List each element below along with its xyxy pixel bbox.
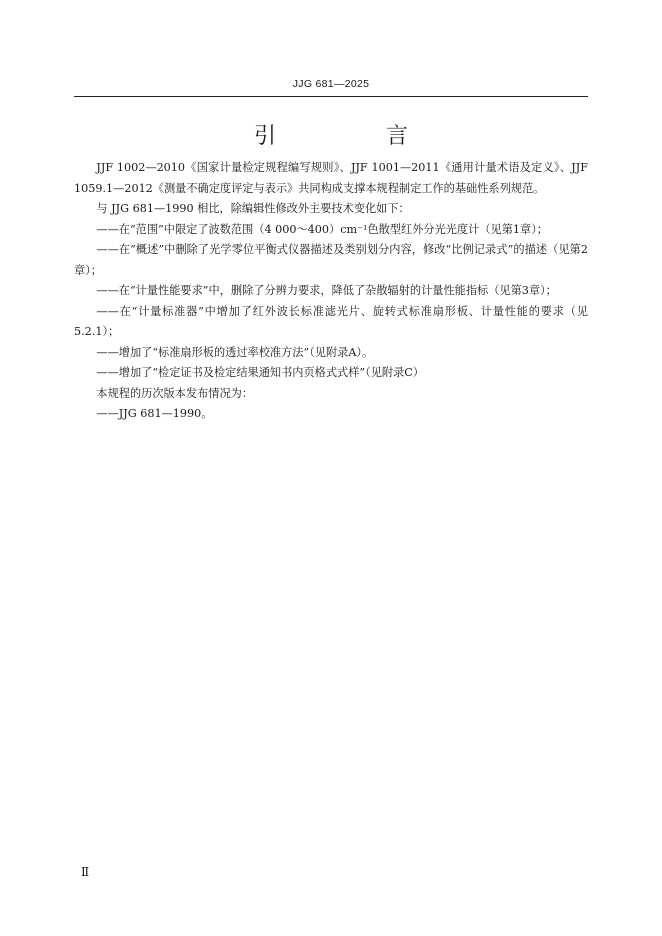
paragraph-changes-intro: 与 JJG 681—1990 相比，除编辑性修改外主要技术变化如下：	[96, 202, 410, 215]
paragraph-history-item: ——JJG 681—1990。	[96, 407, 213, 420]
paragraph-normative-references: JJF 1002—2010《国家计量检定规程编写规则》、JJF 1001—2011《通用计量术语及定义》、JJF 1059.1—2012《测量不确定度评定与表示》共同构成支撑本规程制定工作的基础性系列规范。	[74, 161, 588, 195]
paragraph-change-overview: ——在“概述”中删除了光学零位平衡式仪器描述及类别划分内容，修改“比例记录式”的描述（见第2章）；	[74, 243, 588, 277]
header-divider	[74, 96, 588, 97]
page-number: Ⅱ	[81, 865, 90, 879]
paragraph-change-appendix-a: ——增加了“标准扇形板的透过率校准方法”（见附录A）。	[96, 345, 374, 359]
paragraph-change-standards: ——在“计量标准器”中增加了红外波长标准滤光片、旋转式标准扇形板、计量性能的要求（见5.2.1）；	[74, 304, 588, 338]
paragraph-change-performance: ——在“计量性能要求”中，删除了分辨力要求，降低了杂散辐射的计量性能指标（见第3章）；	[96, 284, 557, 297]
paragraph-history-intro: 本规程的历次版本发布情况为：	[96, 386, 254, 400]
document-body	[74, 158, 588, 425]
paragraph-change-scope: ——在“范围”中限定了波数范围（4 000～400）cm⁻¹色散型红外分光光度计（见第1章）；	[96, 222, 548, 236]
page-title: 引 言	[253, 124, 452, 149]
standard-code-header: JJG 681—2025	[292, 78, 370, 90]
paragraph-change-appendix-c: ——增加了“检定证书及检定结果通知书内页格式式样”（见附录C）	[96, 366, 425, 379]
